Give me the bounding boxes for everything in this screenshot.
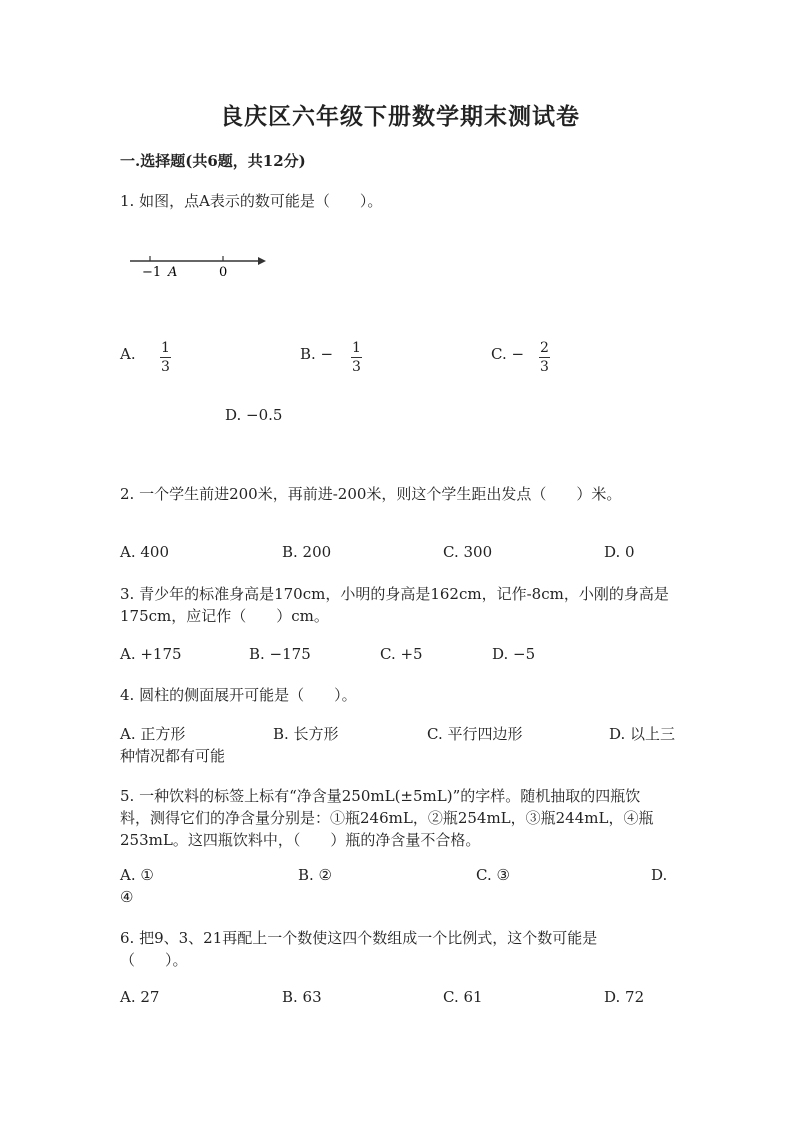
number-line-figure — [130, 250, 275, 286]
tick-label-zero: 0 — [219, 265, 228, 280]
question-6-line-2: （ ）。 — [120, 951, 188, 969]
page-title: 良庆区六年级下册数学期末测试卷 — [220, 103, 580, 130]
fraction-bar — [160, 357, 171, 358]
q2-option-c: C. 300 — [443, 543, 493, 561]
fraction-denominator: 3 — [161, 359, 170, 375]
q2-option-b: B. 200 — [282, 543, 332, 561]
question-1-text: 1. 如图，点A表示的数可能是（ ）。 — [120, 192, 383, 210]
q4-option-a: A. 正方形 — [120, 725, 186, 743]
tick-label-minus-one: −1 — [142, 265, 162, 280]
question-3-line-1: 3. 青少年的标准身高是170cm，小明的身高是162cm，记作-8cm，小刚的身高是 — [120, 585, 669, 603]
q1-option-a-fraction — [160, 340, 171, 375]
fraction-bar — [351, 357, 362, 358]
q5-option-d-wrap: ④ — [120, 888, 134, 906]
q5-option-d: D. — [651, 866, 668, 884]
fraction-numerator: 1 — [161, 340, 170, 356]
q4-option-d-wrap: 种情况都有可能 — [120, 747, 226, 765]
fraction-denominator: 3 — [540, 359, 549, 375]
question-5-line-1: 5. 一种饮料的标签上标有“净含量250mL(±5mL)”的字样。随机抽取的四瓶饮 — [120, 787, 641, 805]
q4-option-b: B. 长方形 — [273, 725, 339, 743]
question-3-line-2: 175cm，应记作（ ）cm。 — [120, 607, 329, 625]
q5-option-c: C. ③ — [476, 866, 510, 884]
q2-option-d: D. 0 — [604, 543, 635, 561]
q4-option-c: C. 平行四边形 — [427, 725, 523, 743]
q3-option-a: A. +175 — [120, 645, 182, 663]
q1-option-d: D. −0.5 — [225, 406, 283, 424]
q6-option-a: A. 27 — [120, 988, 160, 1006]
question-5-line-2: 料，测得它们的净含量分别是：①瓶246mL，②瓶254mL，③瓶244mL，④瓶 — [120, 809, 654, 827]
q5-option-a: A. ① — [120, 866, 154, 884]
q2-option-a: A. 400 — [120, 543, 169, 561]
q6-option-c: C. 61 — [443, 988, 483, 1006]
q5-option-b: B. ② — [298, 866, 333, 884]
q6-option-b: B. 63 — [282, 988, 322, 1006]
q1-option-c-fraction — [539, 340, 550, 375]
fraction-bar — [539, 357, 550, 358]
q4-option-d: D. 以上三 — [609, 725, 676, 743]
fraction-numerator: 1 — [352, 340, 361, 356]
q3-option-b: B. −175 — [249, 645, 311, 663]
section-heading: 一.选择题(共6题，共12分) — [120, 152, 306, 170]
q3-option-d: D. −5 — [492, 645, 536, 663]
q6-option-d: D. 72 — [604, 988, 645, 1006]
question-5-line-3: 253mL。这四瓶饮料中，（ ）瓶的净含量不合格。 — [120, 831, 481, 849]
q1-option-a-label: A. — [120, 345, 136, 363]
fraction-numerator: 2 — [540, 340, 549, 356]
question-6-line-1: 6. 把9、3、21再配上一个数使这四个数组成一个比例式，这个数可能是 — [120, 929, 598, 947]
fraction-denominator: 3 — [352, 359, 361, 375]
q3-option-c: C. +5 — [380, 645, 423, 663]
point-label-a: A — [168, 265, 178, 280]
q1-option-b-fraction — [351, 340, 362, 375]
question-4-text: 4. 圆柱的侧面展开可能是（ ）。 — [120, 686, 357, 704]
q1-option-b-label: B. − — [300, 345, 334, 363]
question-2-text: 2. 一个学生前进200米，再前进-200米，则这个学生距出发点（ ）米。 — [120, 485, 622, 503]
q1-option-c-label: C. − — [491, 345, 525, 363]
